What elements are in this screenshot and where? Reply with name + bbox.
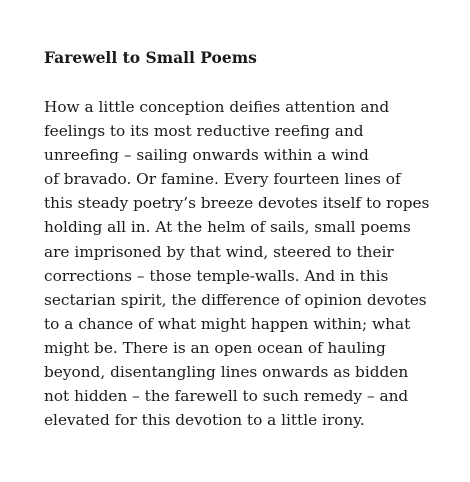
poem-line: holding all in. At the helm of sails, small poems bbox=[44, 218, 411, 237]
poem-body bbox=[44, 95, 460, 432]
poem-line: this steady poetry’s breeze devotes itself to ropes bbox=[44, 194, 430, 213]
poem-line: elevated for this devotion to a little irony. bbox=[44, 411, 365, 430]
poem-line: beyond, disentangling lines onwards as bidden bbox=[44, 363, 409, 382]
poem-line: are imprisoned by that wind, steered to their bbox=[44, 242, 394, 261]
poem-line: to a chance of what might happen within; what bbox=[44, 314, 411, 333]
poem-line: unreefing – sailing onwards within a wind bbox=[44, 146, 369, 165]
poem-line: of bravado. Or famine. Every fourteen lines of bbox=[44, 170, 401, 189]
poem-line: might be. There is an open ocean of hauling bbox=[44, 338, 386, 357]
poem-line: corrections – those temple-walls. And in this bbox=[44, 266, 389, 285]
poem-line: sectarian spirit, the difference of opinion devotes bbox=[44, 290, 427, 309]
poem-title: Farewell to Small Poems bbox=[44, 48, 257, 67]
poem-line: How a little conception deifies attention and bbox=[44, 98, 390, 116]
poem-line: not hidden – the farewell to such remedy – and bbox=[44, 387, 409, 406]
poem-line: feelings to its most reductive reefing and bbox=[44, 122, 364, 141]
